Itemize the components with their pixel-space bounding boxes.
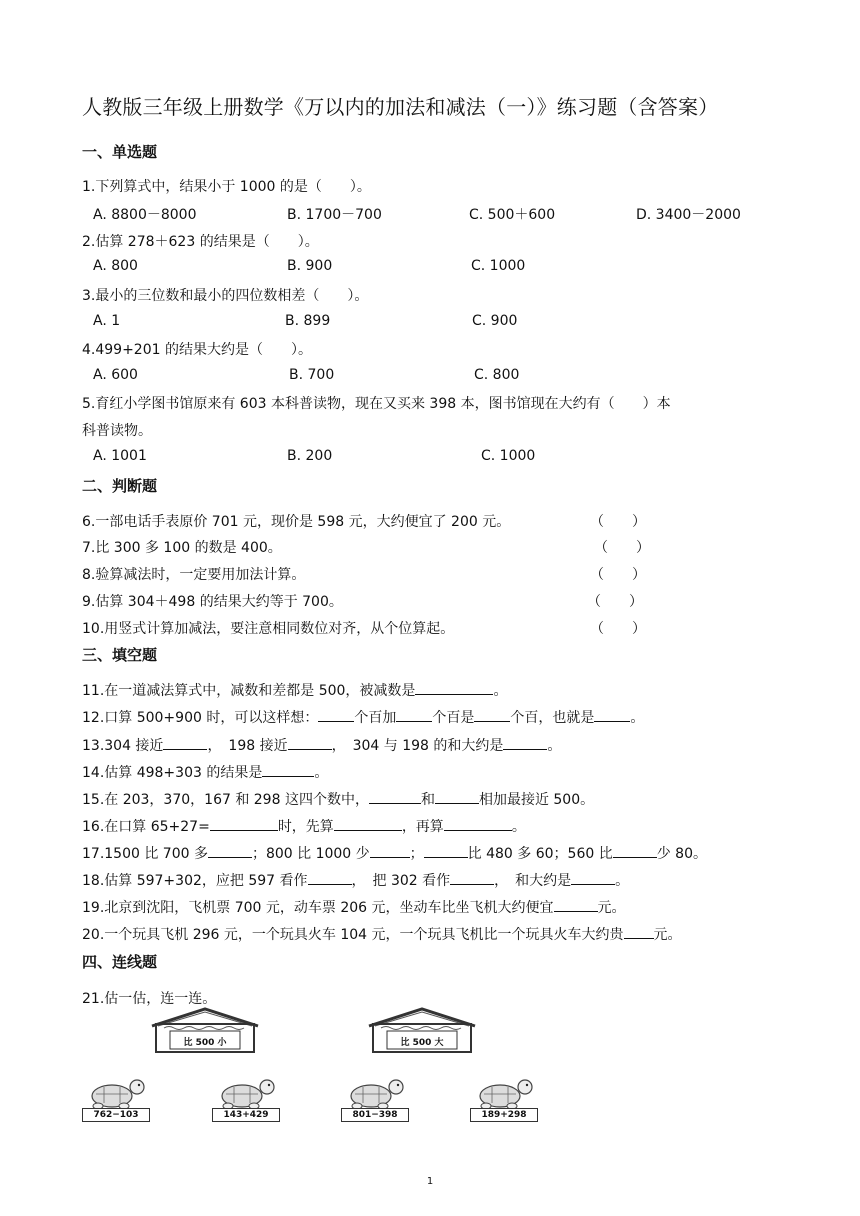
question-3: 3.最小的三位数和最小的四位数相差（ ）。 — [82, 288, 369, 304]
question-10: 10.用竖式计算加减法，要注意相同数位对齐，从个位算起。 — [82, 621, 455, 637]
q5-option-a: A. 1001 — [93, 448, 147, 464]
answer-paren-9: （ ） — [587, 594, 643, 610]
page-number: 1 — [426, 1176, 434, 1187]
question-19 — [82, 897, 626, 917]
q15-end: 相加最接近 500。 — [478, 792, 595, 808]
q4-option-a: A. 600 — [93, 367, 138, 383]
question-17 — [82, 843, 707, 863]
answer-blank[interactable] — [262, 762, 314, 777]
question-21: 21.估一估，连一连。 — [82, 991, 217, 1007]
q18-text-b: ， 把 302 看作 — [351, 873, 451, 889]
q17-text: 17.1500 比 700 多 — [82, 846, 208, 862]
question-16 — [82, 816, 526, 836]
answer-blank[interactable] — [308, 870, 352, 885]
answer-blank[interactable] — [210, 816, 278, 831]
q3-option-b: B. 899 — [285, 313, 331, 329]
q17-end: 少 80。 — [656, 846, 707, 862]
q18-text-c: ， 和大约是 — [494, 873, 572, 889]
q12-text-b: 个百加 — [354, 710, 397, 726]
q18-text: 18.估算 597+302，应把 597 看作 — [82, 873, 308, 889]
q1-option-b: B. 1700－700 — [287, 207, 382, 223]
answer-blank[interactable] — [474, 707, 510, 722]
answer-blank[interactable] — [444, 816, 512, 831]
answer-blank[interactable] — [435, 789, 479, 804]
answer-blank[interactable] — [318, 707, 354, 722]
q13-text: 13.304 接近 — [82, 738, 164, 754]
q13-end: 。 — [547, 738, 562, 754]
turtle-label: 801−398 — [341, 1108, 409, 1122]
q2-option-b: B. 900 — [287, 258, 333, 274]
answer-blank[interactable] — [163, 735, 207, 750]
answer-paren-6: （ ） — [590, 514, 646, 530]
house-label: 比 500 小 — [183, 1038, 227, 1048]
turtle-label: 762−103 — [82, 1108, 150, 1122]
q2-option-c: C. 1000 — [471, 258, 526, 274]
q11-text: 11.在一道减法算式中，减数和差都是 500，被减数是 — [82, 683, 416, 699]
question-5-line1: 5.育红小学图书馆原来有 603 本科普读物，现在又买来 398 本，图书馆现在大约有（ ）本 — [82, 396, 671, 412]
q12-text: 12.口算 500+900 时，可以这样想： — [82, 710, 319, 726]
question-18 — [82, 870, 629, 890]
turtle-icon — [212, 1076, 280, 1110]
question-13 — [82, 735, 561, 755]
q20-text: 20.一个玩具飞机 296 元，一个玩具火车 104 元，一个玩具飞机比一个玩具火车大约贵 — [82, 927, 624, 943]
section-heading-matching: 四、连线题 — [82, 953, 158, 971]
answer-blank[interactable] — [424, 843, 468, 858]
q14-text: 14.估算 498+303 的结果是 — [82, 765, 263, 781]
q4-option-c: C. 800 — [474, 367, 520, 383]
question-1: 1.下列算式中，结果小于 1000 的是（ ）。 — [82, 179, 371, 195]
q15-text-b: 和 — [420, 792, 435, 808]
q18-end: 。 — [615, 873, 630, 889]
question-15 — [82, 789, 594, 809]
q16-end: 。 — [511, 819, 526, 835]
section-heading-fill-in: 三、填空题 — [82, 646, 158, 664]
question-6: 6.一部电话手表原价 701 元，现价是 598 元，大约便宜了 200 元。 — [82, 514, 511, 530]
page-title: 人教版三年级上册数学《万以内的加法和减法（一）》练习题（含答案） — [82, 95, 719, 119]
turtle-icon — [82, 1076, 150, 1110]
q17-text-d: 比 480 多 60；560 比 — [467, 846, 613, 862]
q1-option-a: A. 8800－8000 — [93, 207, 197, 223]
q5-option-b: B. 200 — [287, 448, 333, 464]
q16-text: 16.在口算 65+27= — [82, 819, 210, 835]
house-less-than-500[interactable] — [150, 1006, 260, 1054]
q17-text-b: ；800 比 1000 少 — [251, 846, 370, 862]
q3-option-a: A. 1 — [93, 313, 121, 329]
q17-text-c: ； — [409, 846, 424, 862]
turtle-label: 143+429 — [212, 1108, 280, 1122]
section-heading-true-false: 二、判断题 — [82, 477, 158, 495]
q1-option-c: C. 500＋600 — [469, 207, 556, 223]
q19-text: 19.北京到沈阳，飞机票 700 元，动车票 206 元，坐动车比坐飞机大约便宜 — [82, 900, 554, 916]
turtle-icon — [470, 1076, 538, 1110]
q20-end: 元。 — [653, 927, 682, 943]
answer-paren-7: （ ） — [594, 540, 650, 556]
question-20 — [82, 924, 682, 944]
question-5-line2: 科普读物。 — [82, 423, 152, 439]
question-2: 2.估算 278＋623 的结果是（ ）。 — [82, 234, 319, 250]
q4-option-b: B. 700 — [289, 367, 335, 383]
q15-text: 15.在 203，370，167 和 298 这四个数中， — [82, 792, 369, 808]
turtle-card-2[interactable] — [212, 1076, 280, 1122]
answer-blank[interactable] — [334, 816, 402, 831]
answer-blank[interactable] — [369, 789, 421, 804]
question-14 — [82, 762, 328, 782]
q16-text-b: 时，先算 — [277, 819, 334, 835]
q19-end: 元。 — [597, 900, 626, 916]
q13-text-c: ， 304 与 198 的和大约是 — [331, 738, 504, 754]
answer-paren-8: （ ） — [590, 567, 646, 583]
q2-option-a: A. 800 — [93, 258, 138, 274]
answer-blank[interactable] — [594, 707, 630, 722]
answer-blank[interactable] — [370, 843, 410, 858]
question-7: 7.比 300 多 100 的数是 400。 — [82, 540, 282, 556]
answer-blank[interactable] — [613, 843, 657, 858]
answer-paren-10: （ ） — [590, 621, 646, 637]
question-4: 4.499+201 的结果大约是（ ）。 — [82, 342, 312, 358]
turtle-label: 189+298 — [470, 1108, 538, 1122]
answer-blank[interactable] — [503, 735, 547, 750]
turtle-card-4[interactable] — [470, 1076, 538, 1122]
answer-blank[interactable] — [396, 707, 432, 722]
q11-end: 。 — [493, 683, 508, 699]
answer-blank[interactable] — [415, 680, 493, 695]
turtle-card-3[interactable] — [341, 1076, 409, 1122]
house-label: 比 500 大 — [400, 1038, 444, 1048]
turtle-icon — [341, 1076, 409, 1110]
q12-text-d: 个百，也就是 — [510, 710, 595, 726]
q12-text-c: 个百是 — [432, 710, 475, 726]
answer-blank[interactable] — [571, 870, 615, 885]
q13-text-b: ， 198 接近 — [207, 738, 288, 754]
answer-blank[interactable] — [208, 843, 252, 858]
q16-text-c: ，再算 — [401, 819, 444, 835]
question-12 — [82, 707, 644, 727]
answer-blank[interactable] — [624, 924, 654, 939]
q3-option-c: C. 900 — [472, 313, 518, 329]
answer-blank[interactable] — [554, 897, 598, 912]
question-11 — [82, 680, 507, 700]
turtle-card-1[interactable] — [82, 1076, 150, 1122]
section-heading-single-choice: 一、单选题 — [82, 143, 158, 161]
q14-end: 。 — [314, 765, 329, 781]
q1-option-d: D. 3400－2000 — [636, 207, 741, 223]
q5-option-c: C. 1000 — [481, 448, 536, 464]
question-8: 8.验算减法时，一定要用加法计算。 — [82, 567, 306, 583]
question-9: 9.估算 304＋498 的结果大约等于 700。 — [82, 594, 343, 610]
answer-blank[interactable] — [450, 870, 494, 885]
answer-blank[interactable] — [288, 735, 332, 750]
house-greater-than-500[interactable] — [367, 1006, 477, 1054]
q12-end: 。 — [630, 710, 645, 726]
